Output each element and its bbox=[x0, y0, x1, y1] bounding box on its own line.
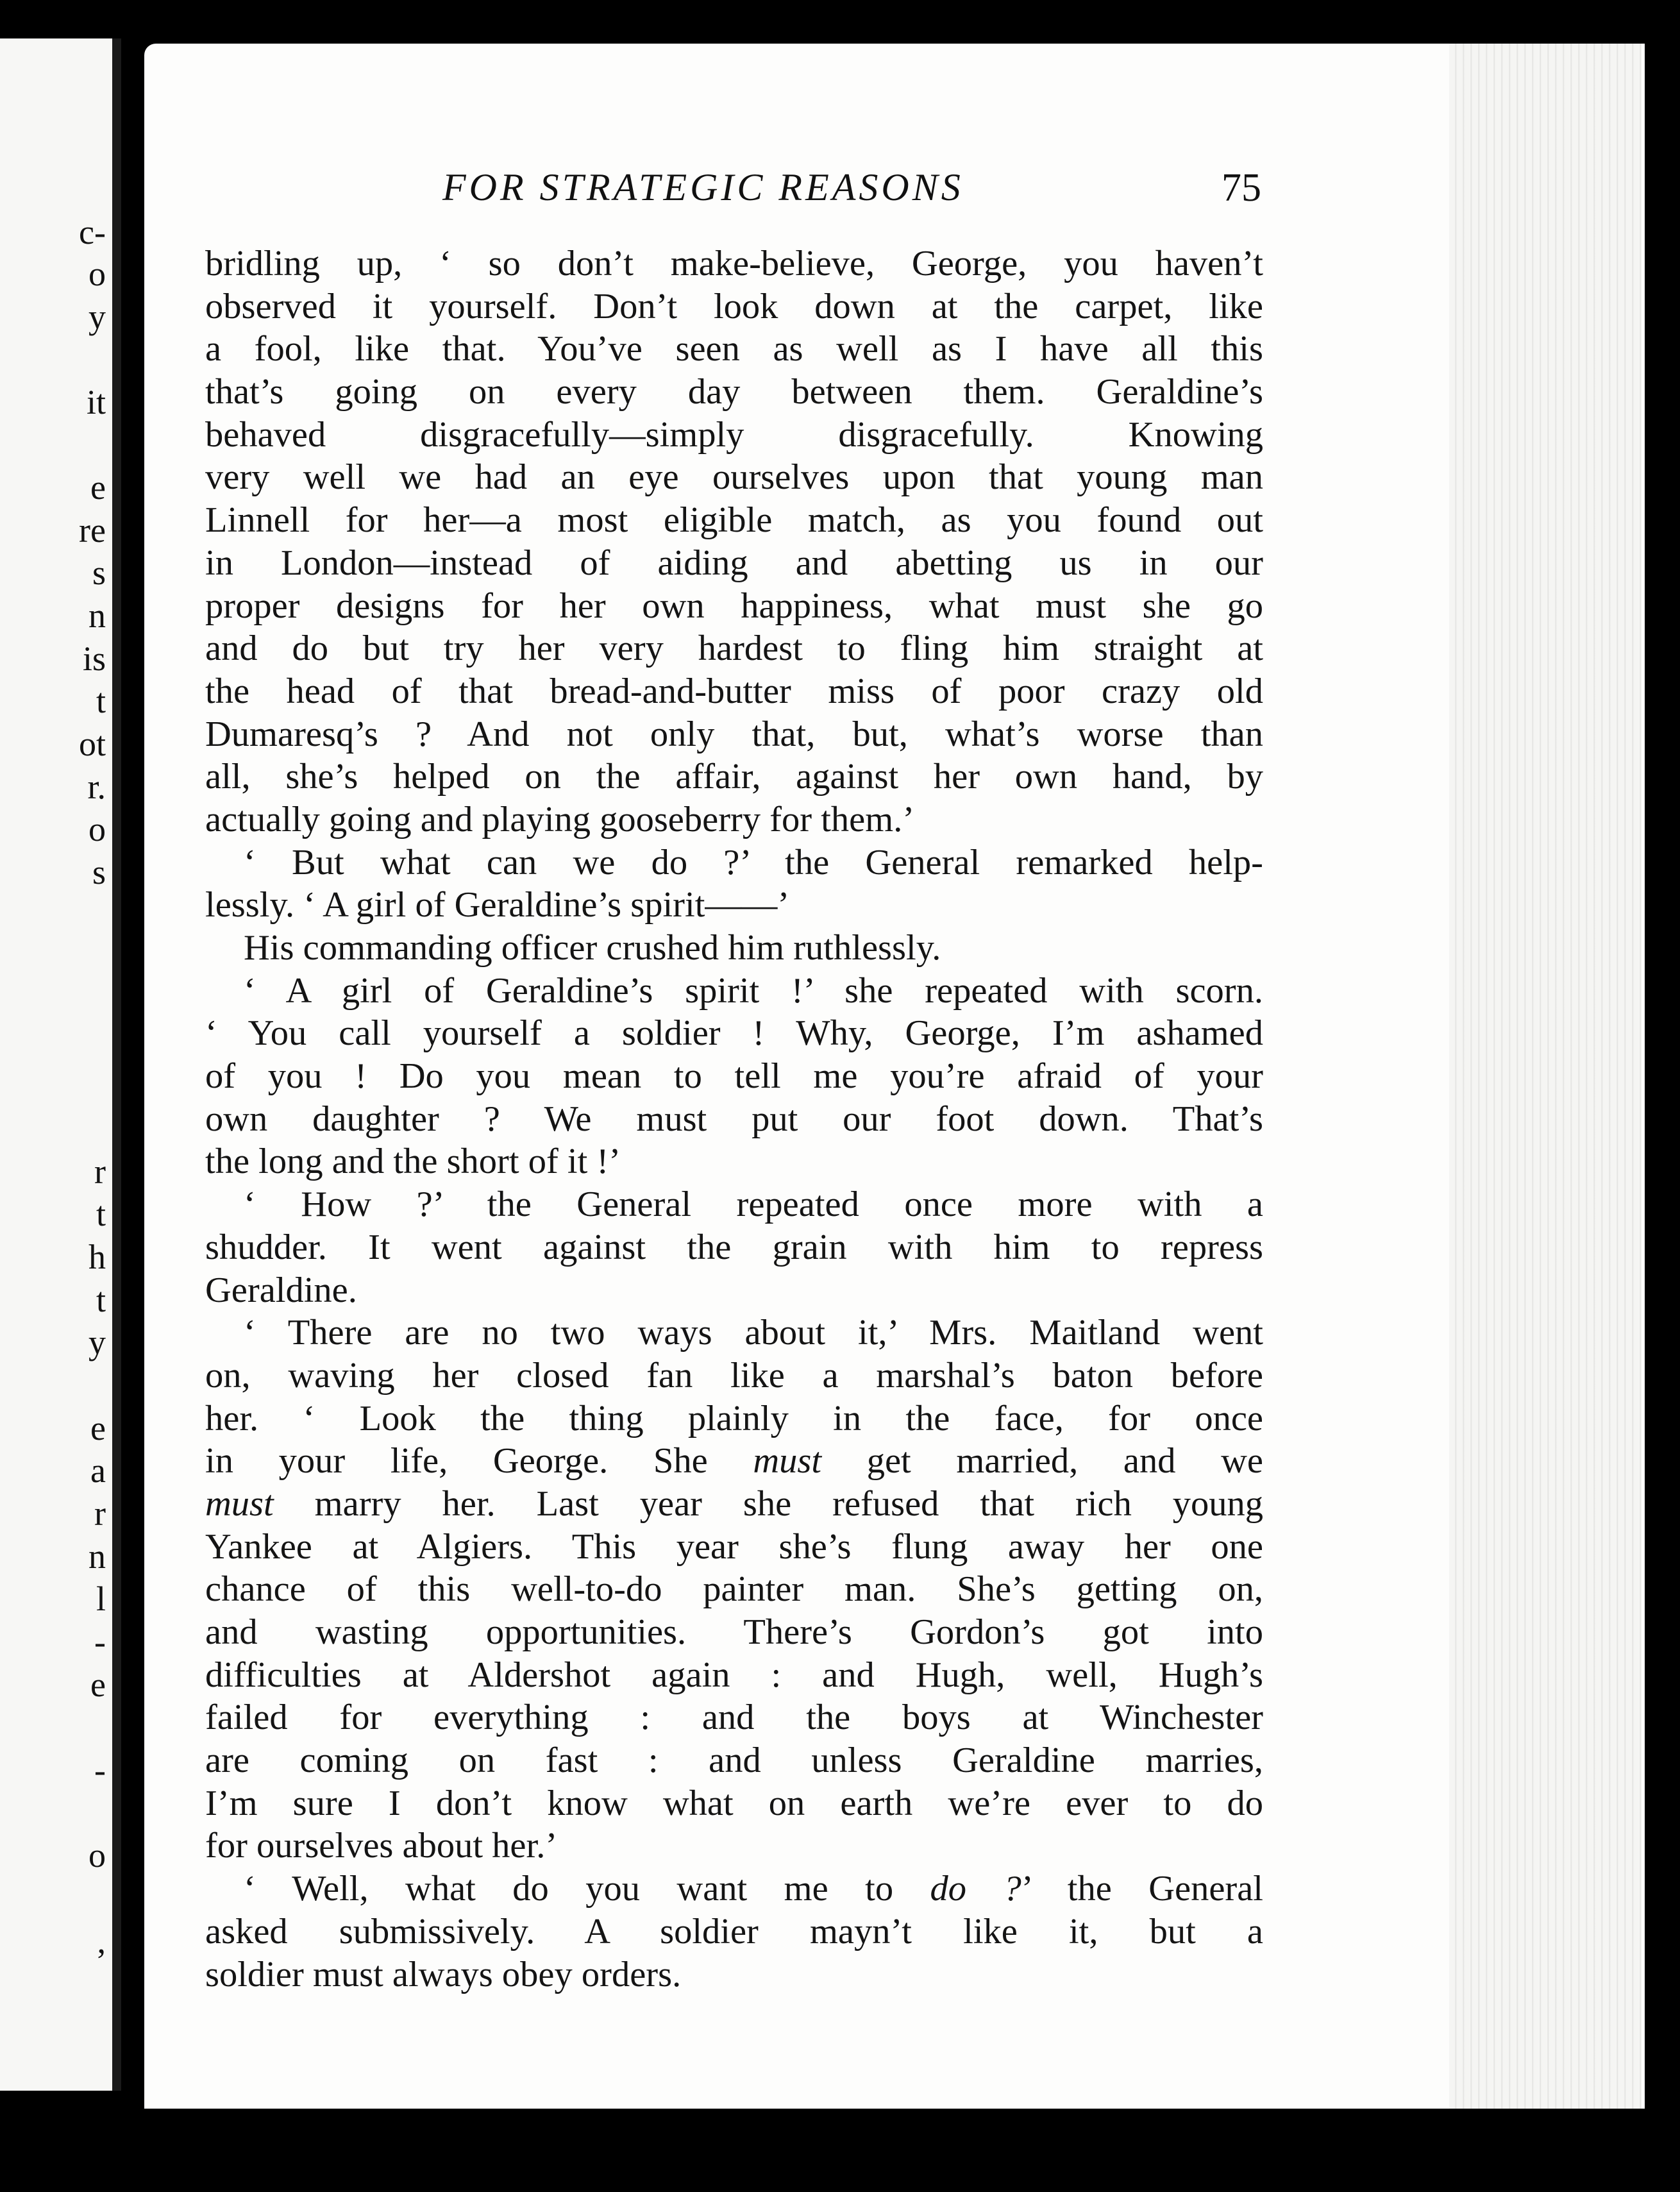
text-line: a fool, like that. You’ve seen as well as I have all this bbox=[205, 329, 1263, 369]
left-page-fragment: o bbox=[88, 810, 106, 848]
left-page-fragment: e bbox=[90, 468, 106, 507]
running-head: FOR STRATEGIC REASONS bbox=[442, 166, 964, 208]
left-page-fragment: , bbox=[97, 1922, 106, 1960]
text-line: ‘ How ?’ the General repeated once more with a bbox=[244, 1185, 1263, 1225]
text-line: Linnell for her—a most eligible match, as you found out bbox=[205, 500, 1263, 541]
text-line: observed it yourself. Don’t look down at the carpet, like bbox=[205, 286, 1263, 326]
text-line: Geraldine. bbox=[205, 1270, 357, 1310]
text-line: in your life, George. She must get married, and we bbox=[205, 1441, 1263, 1481]
text-line: ‘ Well, what do you want me to do ?’ the General bbox=[244, 1869, 1264, 1909]
left-page-fragment: re bbox=[79, 511, 106, 550]
text-line: failed for everything : and the boys at Winchester bbox=[205, 1698, 1263, 1738]
page-number: 75 bbox=[1222, 166, 1261, 210]
left-page-fragment: l bbox=[96, 1580, 106, 1618]
page-body-text bbox=[205, 242, 1263, 1996]
left-page-text-fragments bbox=[0, 38, 112, 2091]
left-page-fragment: c- bbox=[79, 213, 106, 251]
left-page-fragment: r bbox=[94, 1152, 106, 1191]
left-page-fragment: o bbox=[88, 255, 106, 293]
left-page-fragment: y bbox=[88, 298, 106, 336]
text-line: and wasting opportunities. There’s Gordon’s got into bbox=[205, 1612, 1263, 1652]
text-line: proper designs for her own happiness, what must she go bbox=[205, 586, 1263, 626]
left-facing-page-edge bbox=[0, 38, 121, 2091]
left-page-fragment: t bbox=[96, 1195, 106, 1233]
text-line: ‘ You call yourself a soldier ! Why, George, I’m ashamed bbox=[205, 1013, 1263, 1054]
text-line: His commanding officer crushed him ruthlessly. bbox=[244, 928, 941, 968]
text-line: her. ‘ Look the thing plainly in the face, for once bbox=[205, 1398, 1263, 1438]
left-page-fragment: is bbox=[82, 639, 106, 678]
left-page-fragment: n bbox=[88, 596, 106, 635]
left-page-fragment: s bbox=[92, 853, 106, 891]
text-line: ‘ But what can we do ?’ the General remarked help- bbox=[244, 842, 1263, 882]
left-page-fragment: - bbox=[94, 1751, 106, 1789]
left-page-fragment: r bbox=[94, 1494, 106, 1533]
left-page-fragment: y bbox=[88, 1323, 106, 1362]
text-line: are coming on fast : and unless Geraldine marries, bbox=[205, 1741, 1263, 1781]
text-line: chance of this well-to-do painter man. She’s getting on, bbox=[205, 1569, 1263, 1610]
text-line: lessly. ‘ A girl of Geraldine’s spirit——’ bbox=[205, 885, 790, 925]
left-page-fragment: h bbox=[88, 1238, 106, 1276]
text-line: Dumaresq’s ? And not only that, but, what’s worse than bbox=[205, 714, 1263, 754]
text-line: own daughter ? We must put our foot down. That’s bbox=[205, 1099, 1263, 1139]
left-page-fragment: t bbox=[96, 682, 106, 720]
left-page-fragment: s bbox=[92, 553, 106, 592]
text-line: asked submissively. A soldier mayn’t like it, but a bbox=[205, 1911, 1263, 1952]
text-line: the long and the short of it !’ bbox=[205, 1142, 621, 1182]
text-line: bridling up, ‘ so don’t make-believe, George, you haven’t bbox=[205, 244, 1263, 283]
page-fore-edge bbox=[1449, 44, 1642, 2109]
left-page-fragment: o bbox=[88, 1836, 106, 1875]
text-line: in London—instead of aiding and abetting us in our bbox=[205, 543, 1263, 583]
left-page-fragment: it bbox=[86, 383, 106, 421]
text-line: Yankee at Algiers. This year she’s flung away her one bbox=[205, 1526, 1263, 1567]
left-page-fragment: t bbox=[96, 1281, 106, 1319]
left-page-fragment: e bbox=[90, 1665, 106, 1704]
text-line: must marry her. Last year she refused that rich young bbox=[205, 1483, 1263, 1524]
text-line: I’m sure I don’t know what on earth we’re ever to do bbox=[205, 1783, 1263, 1823]
text-line: difficulties at Aldershot again : and Hugh, well, Hugh’s bbox=[205, 1655, 1263, 1695]
left-page-fragment: - bbox=[94, 1623, 106, 1661]
left-page-fragment: n bbox=[88, 1537, 106, 1576]
left-page-fragment: a bbox=[90, 1451, 106, 1490]
text-line: very well we had an eye ourselves upon that young man bbox=[205, 457, 1263, 498]
text-line: and do but try her very hardest to fling him straight at bbox=[205, 628, 1263, 669]
text-line: for ourselves about her.’ bbox=[205, 1826, 558, 1866]
text-line: soldier must always obey orders. bbox=[205, 1954, 682, 1994]
text-line: ‘ There are no two ways about it,’ Mrs. Maitland went bbox=[244, 1313, 1263, 1353]
text-line: behaved disgracefully—simply disgracefully. Knowing bbox=[205, 414, 1263, 455]
text-line: shudder. It went against the grain with him to repress bbox=[205, 1227, 1263, 1267]
text-line: that’s going on every day between them. Geraldine’s bbox=[205, 372, 1263, 412]
text-line: ‘ A girl of Geraldine’s spirit !’ she repeated with scorn. bbox=[244, 970, 1263, 1011]
text-line: actually going and playing gooseberry for them.’ bbox=[205, 799, 915, 839]
text-line: of you ! Do you mean to tell me you’re afraid of your bbox=[205, 1056, 1263, 1097]
text-line: on, waving her closed fan like a marshal’s baton before bbox=[205, 1355, 1263, 1395]
left-page-fragment: ot bbox=[78, 725, 106, 763]
text-line: all, she’s helped on the affair, against her own hand, by bbox=[205, 757, 1263, 797]
left-page-fragment: r. bbox=[87, 768, 106, 806]
left-page-fragment: e bbox=[90, 1409, 106, 1447]
text-line: the head of that bread-and-butter miss of poor crazy old bbox=[205, 671, 1263, 711]
